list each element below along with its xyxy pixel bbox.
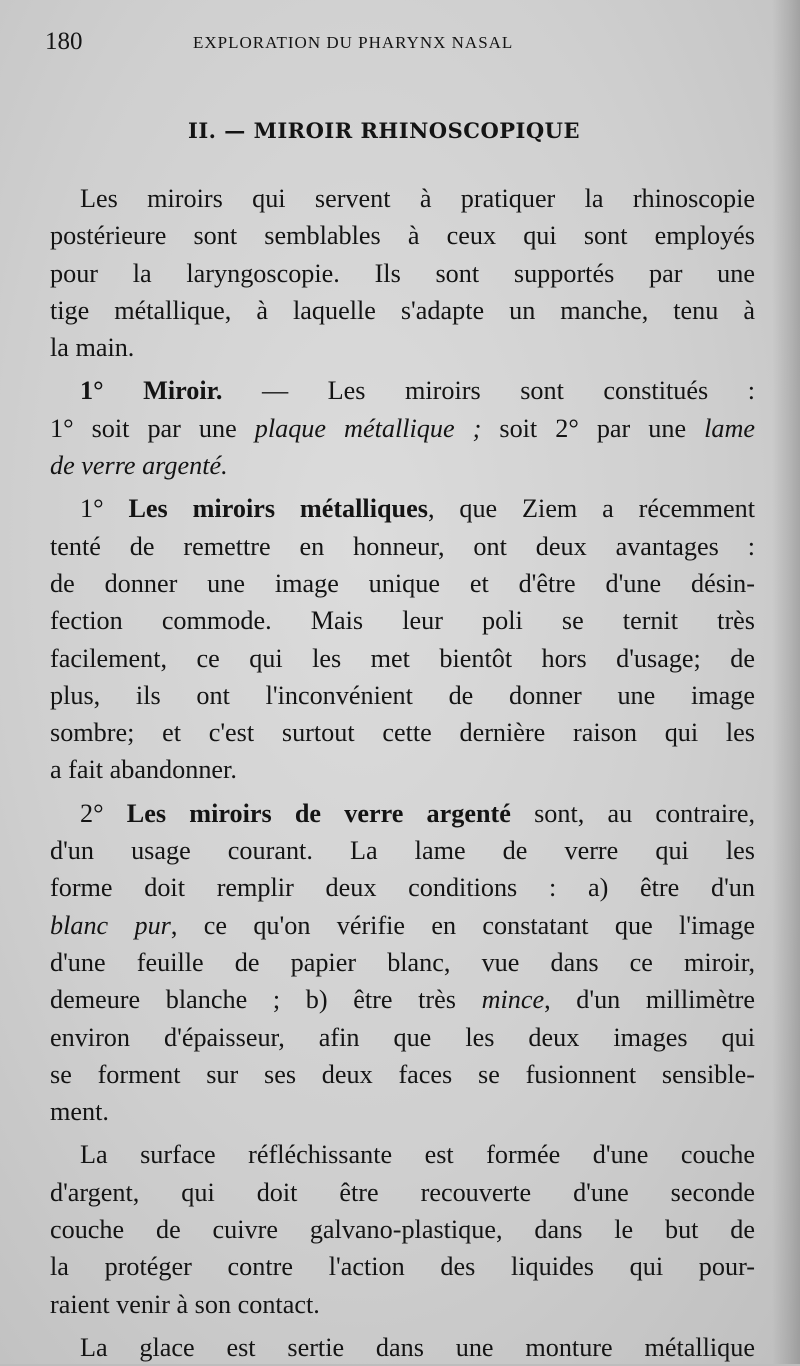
text-run: , que Ziem a récemment bbox=[427, 494, 755, 524]
text-line: postérieure sont semblables à ceux qui sont employés bbox=[50, 221, 755, 251]
text-line: se forment sur ses deux faces se fusionnent sensible- bbox=[50, 1059, 755, 1089]
text-line: ment. bbox=[50, 1097, 109, 1127]
text-line: couche de cuivre galvano-plastique, dans le but de bbox=[50, 1215, 755, 1245]
text-line: plus, ils ont l'inconvénient de donner une image bbox=[50, 680, 755, 710]
page-number: 180 bbox=[45, 28, 83, 55]
text-run: sont, au contraire, bbox=[510, 798, 756, 828]
bold-run: Les miroirs de verre argenté bbox=[126, 798, 511, 828]
text-run: soit 2° par une bbox=[499, 413, 687, 443]
text-line: raient venir à son contact. bbox=[50, 1289, 320, 1319]
text-run: , ce qu'on vérifie en constatant que l'image bbox=[170, 910, 756, 940]
text-line: d'un usage courant. La lame de verre qui les bbox=[50, 836, 755, 866]
body-text bbox=[50, 180, 755, 1366]
running-title: EXPLORATION DU PHARYNX NASAL bbox=[193, 33, 514, 52]
text-line: d'une feuille de papier blanc, vue dans ce miroir, bbox=[50, 947, 755, 977]
text-line: de verre argenté. bbox=[50, 451, 228, 481]
text-line bbox=[50, 490, 755, 527]
text-line bbox=[50, 410, 755, 447]
paragraph-4 bbox=[50, 795, 755, 1131]
italic-run: lame bbox=[704, 413, 756, 443]
text-line: Les miroirs qui servent à pratiquer la rhinoscopie bbox=[80, 184, 755, 213]
text-line bbox=[50, 795, 755, 832]
text-run: 1° soit par une bbox=[50, 413, 237, 443]
text-line: la protéger contre l'action des liquides qui pour- bbox=[50, 1252, 755, 1282]
text-line: forme doit remplir deux conditions : a) être d'un bbox=[50, 873, 755, 903]
text-line: tenté de remettre en honneur, ont deux avantages : bbox=[50, 531, 755, 561]
text-line: tige métallique, à laquelle s'adapte un manche, tenu à bbox=[50, 295, 755, 325]
text-line: La glace est sertie dans une monture métallique bbox=[80, 1332, 755, 1362]
paragraph-2 bbox=[50, 372, 755, 484]
page-edge-shadow bbox=[772, 0, 800, 1364]
paragraph-5 bbox=[50, 1136, 755, 1322]
section-heading: II. — MIROIR RHINOSCOPIQUE bbox=[188, 118, 580, 143]
italic-run: plaque métallique ; bbox=[254, 413, 482, 443]
text-run: , d'un millimètre bbox=[544, 985, 756, 1015]
italic-run: blanc pur bbox=[50, 910, 171, 940]
text-line: la main. bbox=[50, 333, 135, 363]
paragraph-6 bbox=[50, 1329, 755, 1366]
text-line bbox=[50, 372, 755, 409]
text-line: a fait abandonner. bbox=[50, 755, 237, 785]
text-line bbox=[50, 907, 755, 944]
text-line bbox=[50, 981, 755, 1018]
text-line: d'argent, qui doit être recouverte d'une seconde bbox=[50, 1177, 755, 1207]
text-line: facilement, ce qui les met bientôt hors d'usage; de bbox=[50, 643, 755, 673]
italic-run: mince bbox=[481, 985, 545, 1015]
text-line: La surface réfléchissante est formée d'une couche bbox=[80, 1140, 755, 1170]
text-run: demeure blanche ; b) être très bbox=[50, 985, 456, 1015]
text-run: — Les miroirs sont constitués : bbox=[261, 376, 755, 406]
text-run: 2° bbox=[80, 798, 104, 828]
bold-run: Les miroirs métalliques bbox=[128, 494, 428, 524]
text-line: pour la laryngoscopie. Ils sont supportés par une bbox=[50, 258, 755, 288]
text-line: fection commode. Mais leur poli se ternit très bbox=[50, 606, 755, 636]
page-header bbox=[45, 28, 605, 62]
paragraph-1 bbox=[50, 180, 755, 366]
run-in-heading: 1° Miroir. bbox=[80, 376, 223, 406]
paragraph-3 bbox=[50, 490, 755, 788]
text-run: 1° bbox=[80, 494, 104, 524]
text-line: sombre; et c'est surtout cette dernière raison qui les bbox=[50, 718, 755, 748]
text-line: environ d'épaisseur, afin que les deux images qui bbox=[50, 1022, 755, 1052]
text-line: de donner une image unique et d'être d'une désin- bbox=[50, 568, 755, 598]
